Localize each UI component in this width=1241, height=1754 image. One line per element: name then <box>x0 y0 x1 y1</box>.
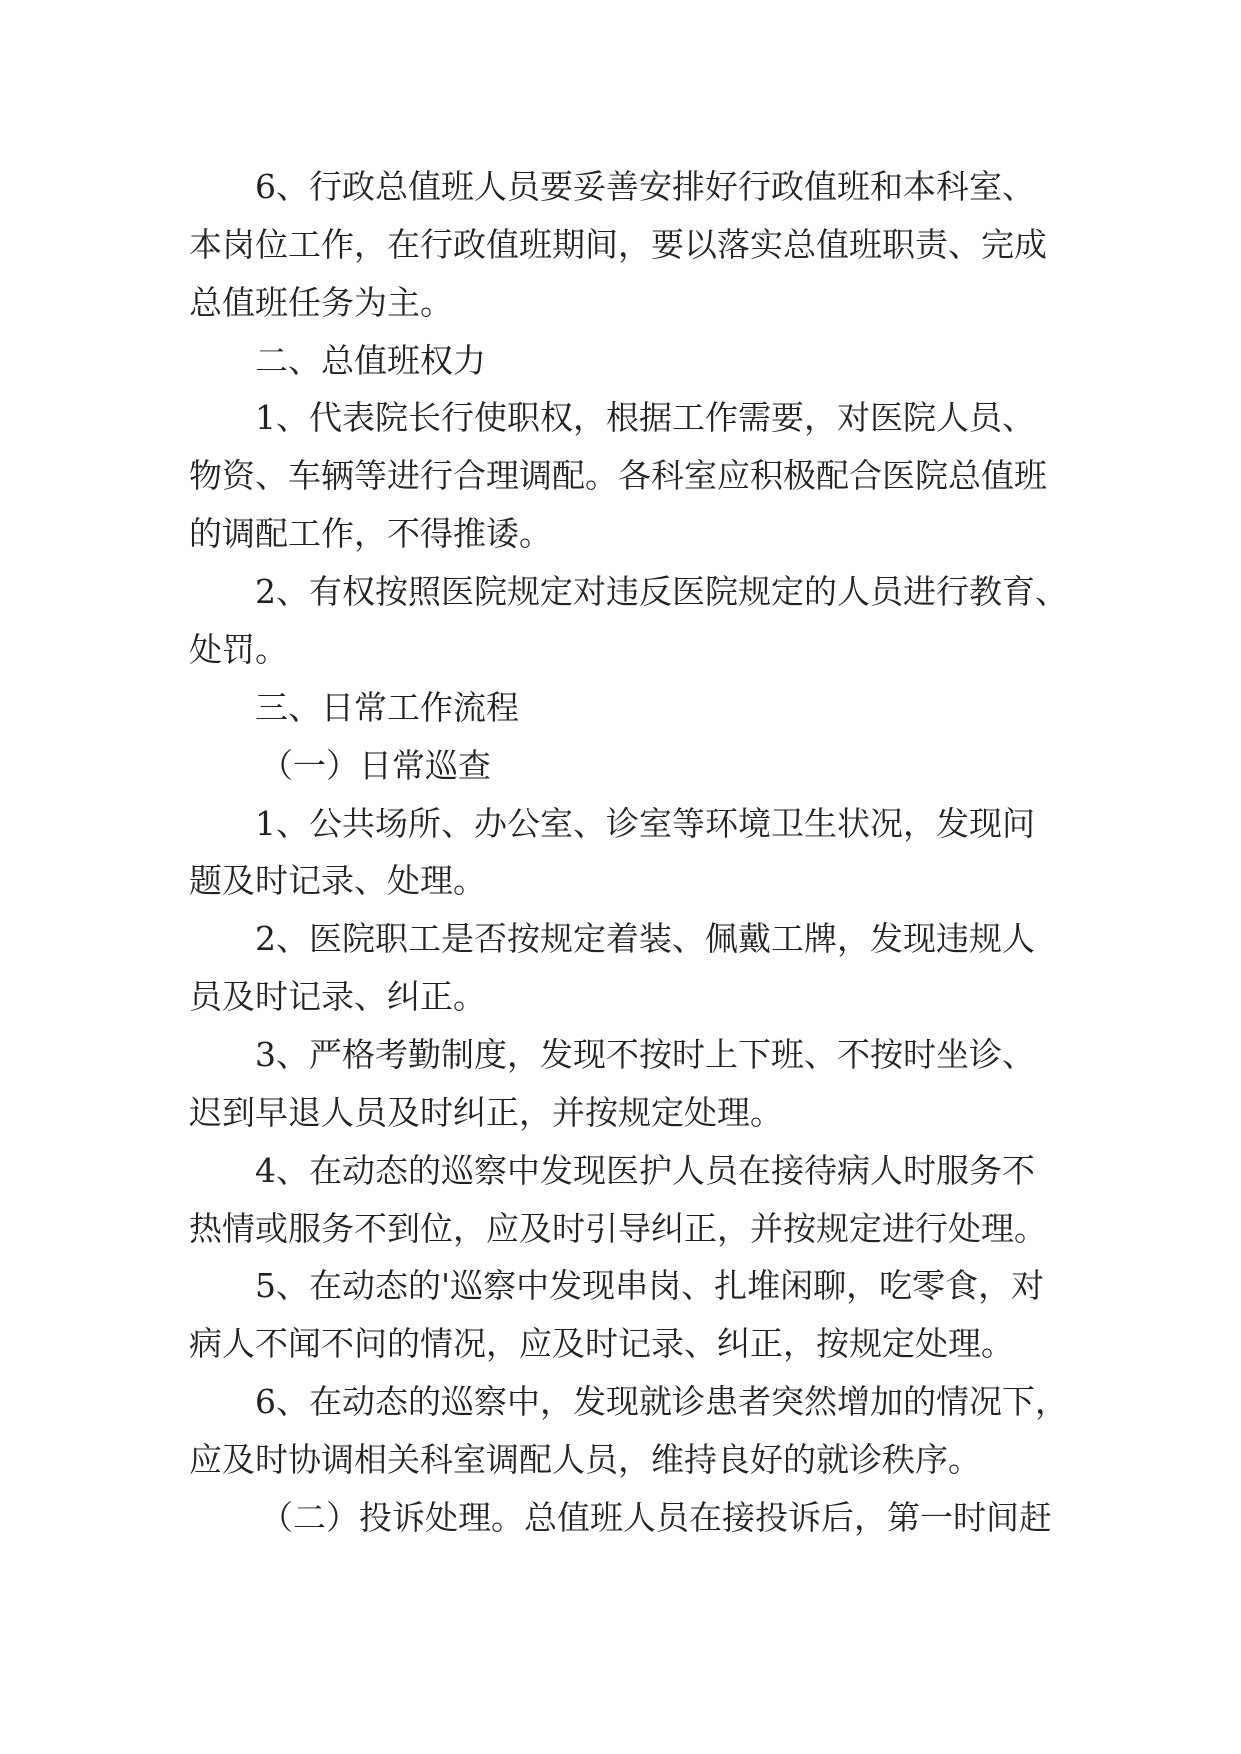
text-line <box>189 971 1241 1029</box>
line-text: 的调配工作，不得推诿。 <box>189 514 552 553</box>
line-text: 应及时协调相关科室调配人员，维持良好的就诊秩序。 <box>189 1440 981 1479</box>
line-text: 热情或服务不到位，应及时引导纠正，并按规定进行处理。 <box>189 1209 1047 1248</box>
text-line <box>189 1434 1241 1492</box>
line-text: 三、日常工作流程 <box>255 688 519 727</box>
text-line <box>189 508 1241 566</box>
line-text: 3、严格考勤制度，发现不按时上下班、不按时坐诊、 <box>255 1035 1035 1074</box>
line-text: 物资、车辆等进行合理调配。各科室应积极配合医院总值班 <box>189 456 1047 495</box>
text-line <box>255 566 1241 624</box>
text-line <box>189 624 1241 682</box>
section-heading <box>255 335 1241 393</box>
text-line <box>255 913 1241 971</box>
text-line <box>189 1318 1241 1376</box>
text-line <box>189 277 1241 335</box>
text-line <box>189 1203 1241 1261</box>
line-text: 2、医院职工是否按规定着装、佩戴工牌，发现违规人 <box>255 919 1035 958</box>
line-text: 病人不闻不问的情况，应及时记录、纠正，按规定处理。 <box>189 1324 1014 1363</box>
text-line <box>189 450 1241 508</box>
text-line <box>189 1087 1241 1145</box>
text-line <box>189 219 1241 277</box>
line-text: 处罚。 <box>189 630 288 669</box>
line-text: 1、公共场所、办公室、诊室等环境卫生状况，发现问 <box>255 804 1035 843</box>
text-line <box>189 855 1241 913</box>
line-text: 员及时记录、纠正。 <box>189 977 486 1016</box>
line-text: 5、在动态的'巡察中发现串岗、扎堆闲聊，吃零食，对 <box>255 1266 1045 1305</box>
text-line <box>255 1029 1241 1087</box>
line-text: 迟到早退人员及时纠正，并按规定处理。 <box>189 1093 783 1132</box>
text-line <box>255 161 1241 219</box>
text-line <box>255 1376 1241 1434</box>
text-line <box>255 798 1241 856</box>
text-line <box>260 1492 1241 1550</box>
text-line <box>255 392 1241 450</box>
subsection-heading <box>260 740 1241 798</box>
text-line <box>255 1145 1241 1203</box>
line-text: 题及时记录、处理。 <box>189 861 486 900</box>
text-line <box>255 1260 1241 1318</box>
line-text: 总值班任务为主。 <box>189 283 453 322</box>
line-text: 二、总值班权力 <box>255 341 486 380</box>
line-text: （一）日常巡查 <box>260 746 491 785</box>
line-text: （二）投诉处理。总值班人员在接投诉后，第一时间赶 <box>260 1498 1052 1537</box>
line-text: 本岗位工作，在行政值班期间，要以落实总值班职责、完成 <box>189 225 1047 264</box>
line-text: 6、在动态的巡察中，发现就诊患者突然增加的情况下， <box>255 1382 1068 1421</box>
line-text: 4、在动态的巡察中发现医护人员在接待病人时服务不 <box>255 1151 1035 1190</box>
line-text: 1、代表院长行使职权，根据工作需要，对医院人员、 <box>255 398 1035 437</box>
line-text: 2、有权按照医院规定对违反医院规定的人员进行教育、 <box>255 572 1068 611</box>
line-text: 6、行政总值班人员要妥善安排好行政值班和本科室、 <box>255 167 1035 206</box>
section-heading <box>255 682 1241 740</box>
